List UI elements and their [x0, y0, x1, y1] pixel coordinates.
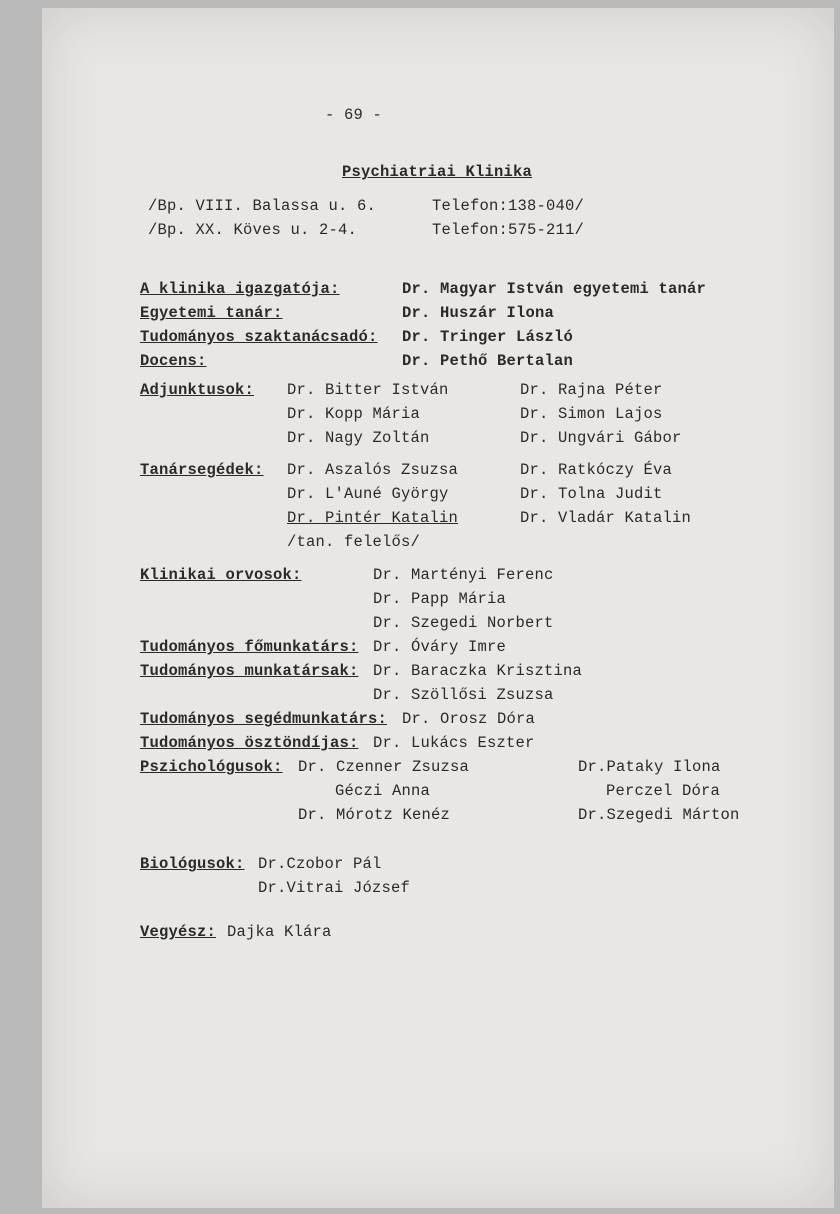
section-label-segedmunkatars: Tudományos segédmunkatárs:: [140, 710, 388, 728]
staff-name: Dr. Kopp Mária: [287, 405, 421, 423]
staff-name: Dr. Mórotz Kenéz: [298, 806, 451, 824]
staff-name: Dr. Baraczka Krisztina: [373, 662, 583, 680]
staff-name: Dajka Klára: [227, 923, 332, 941]
staff-name: Dr. Szegedi Norbert: [373, 614, 554, 632]
staff-name: Dr. Nagy Zoltán: [287, 429, 430, 447]
staff-name: Perczel Dóra: [606, 782, 721, 800]
staff-name: Dr. Rajna Péter: [520, 381, 663, 399]
section-label-fomunkatars: Tudományos főmunkatárs:: [140, 638, 359, 656]
staff-name: Dr.Szegedi Márton: [578, 806, 740, 824]
role-label: Tudományos szaktanácsadó:: [140, 328, 378, 346]
role-name: Dr. Pethő Bertalan: [402, 352, 574, 370]
section-label-biologusok: Biológusok:: [140, 855, 245, 873]
staff-name: Dr. Vladár Katalin: [520, 509, 692, 527]
staff-name: Dr.Pataky Ilona: [578, 758, 721, 776]
role-name: Dr. Tringer László: [402, 328, 574, 346]
role-label: Docens:: [140, 352, 207, 370]
staff-name: Dr. Simon Lajos: [520, 405, 663, 423]
phone-1: Telefon:138-040/: [432, 197, 585, 215]
staff-name: Dr. Ungvári Gábor: [520, 429, 682, 447]
staff-name: Dr. Martényi Ferenc: [373, 566, 554, 584]
staff-name: Dr. Aszalós Zsuzsa: [287, 461, 459, 479]
section-label-adjunktusok: Adjunktusok:: [140, 381, 255, 399]
staff-name: Dr. Ratkóczy Éva: [520, 461, 673, 479]
section-label-tanarsegedek: Tanársegédek:: [140, 461, 264, 479]
section-label-vegyesz: Vegyész:: [140, 923, 217, 941]
staff-name: Dr. Lukács Eszter: [373, 734, 535, 752]
staff-name: Dr.Czobor Pál: [258, 855, 382, 873]
section-label-pszichologusok: Pszichológusok:: [140, 758, 283, 776]
staff-name: Dr. Óváry Imre: [373, 638, 507, 656]
staff-name: Dr. Szöllősi Zsuzsa: [373, 686, 554, 704]
role-label: Egyetemi tanár:: [140, 304, 283, 322]
address-1: /Bp. VIII. Balassa u. 6.: [148, 197, 377, 215]
page-title: Psychiatriai Klinika: [342, 163, 533, 181]
staff-name: Dr. Bitter István: [287, 381, 449, 399]
page-number: - 69 -: [325, 106, 383, 124]
address-2: /Bp. XX. Köves u. 2-4.: [148, 221, 358, 239]
staff-name: Géczi Anna: [335, 782, 431, 800]
staff-name: Dr. Tolna Judit: [520, 485, 663, 503]
role-name: Dr. Magyar István egyetemi tanár: [402, 280, 707, 298]
phone-2: Telefon:575-211/: [432, 221, 585, 239]
role-name: Dr. Huszár Ilona: [402, 304, 555, 322]
staff-name: Dr. Orosz Dóra: [402, 710, 536, 728]
section-label-osztondijas: Tudományos ösztöndíjas:: [140, 734, 359, 752]
staff-name: Dr. L'Auné György: [287, 485, 449, 503]
role-label: A klinika igazgatója:: [140, 280, 340, 298]
staff-name: Dr.Vitrai József: [258, 879, 411, 897]
document-page: [42, 8, 834, 1208]
staff-note: /tan. felelős/: [287, 533, 421, 551]
section-label-klinikai: Klinikai orvosok:: [140, 566, 302, 584]
staff-name: Dr. Pintér Katalin: [287, 509, 459, 527]
section-label-munkatarsak: Tudományos munkatársak:: [140, 662, 359, 680]
staff-name: Dr. Papp Mária: [373, 590, 507, 608]
staff-name: Dr. Czenner Zsuzsa: [298, 758, 470, 776]
